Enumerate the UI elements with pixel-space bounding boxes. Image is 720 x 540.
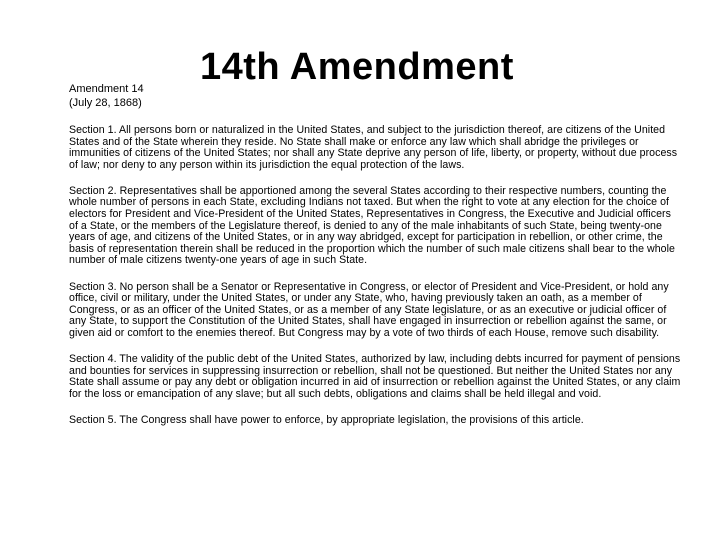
- section-1: Section 1. All persons born or naturalized in the United States, and subject to the jurisdiction thereof, are citizens of the United States and of the State wherein they reside. No State shall make or enforce any law which shall abridge the privileges or immunities of citizens of the United States; nor shall any State deprive any person of life, liberty, or property, without due process of law; nor deny to any person within its jurisdiction the equal protection of the laws.: [69, 124, 678, 171]
- section-2: Section 2. Representatives shall be apportioned among the several States according to their respective numbers, counting the whole number of persons in each State, excluding Indians not taxed. But when the right to vote at any election for the choice of electors for President and Vice-President of the United States, Representatives in Congress, the Executive and Judicial officers of a State, or the members of the Legislature thereof, is denied to any of the male inhabitants of such State, being twenty-one years of age, and citizens of the United States, or in any way abridged, except for participation in rebellion, or other crime, the basis of representation therein shall be reduced in the proportion which the number of such male citizens shall bear to the whole number of male citizens twenty-one years of age in such State.: [69, 184, 675, 267]
- page-title: 14th Amendment: [200, 46, 514, 88]
- section-3: Section 3. No person shall be a Senator or Representative in Congress, or elector of President and Vice-President, or hold any office, civil or military, under the United States, or under any State, who, having previously taken an oath, as a member of Congress, or as an officer of the United States, or as a member of any State legislature, or as an executive or judicial officer of any State, to support the Constitution of the United States, shall have engaged in insurrection or rebellion against the same, or given aid or comfort to the enemies thereof. But Congress may by a vote of two thirds of each House, remove such disability.: [69, 280, 669, 339]
- amendment-caption: [69, 82, 144, 110]
- ratification-date: (July 28, 1868): [69, 97, 142, 109]
- section-4: Section 4. The validity of the public debt of the United States, authorized by law, including debts incurred for payment of pensions and bounties for services in suppressing insurrection or rebellion, shall not be questioned. But neither the United States nor any State shall assume or pay any debt or obligation incurred in aid of insurrection or rebellion against the United States, or any claim for the loss or emancipation of any slave; but all such debts, obligations and claims shall be held illegal and void.: [69, 353, 681, 400]
- amendment-text: [69, 125, 681, 441]
- section-5: Section 5. The Congress shall have power to enforce, by appropriate legislation, the provisions of this article.: [69, 413, 584, 426]
- amendment-number: Amendment 14: [69, 83, 144, 95]
